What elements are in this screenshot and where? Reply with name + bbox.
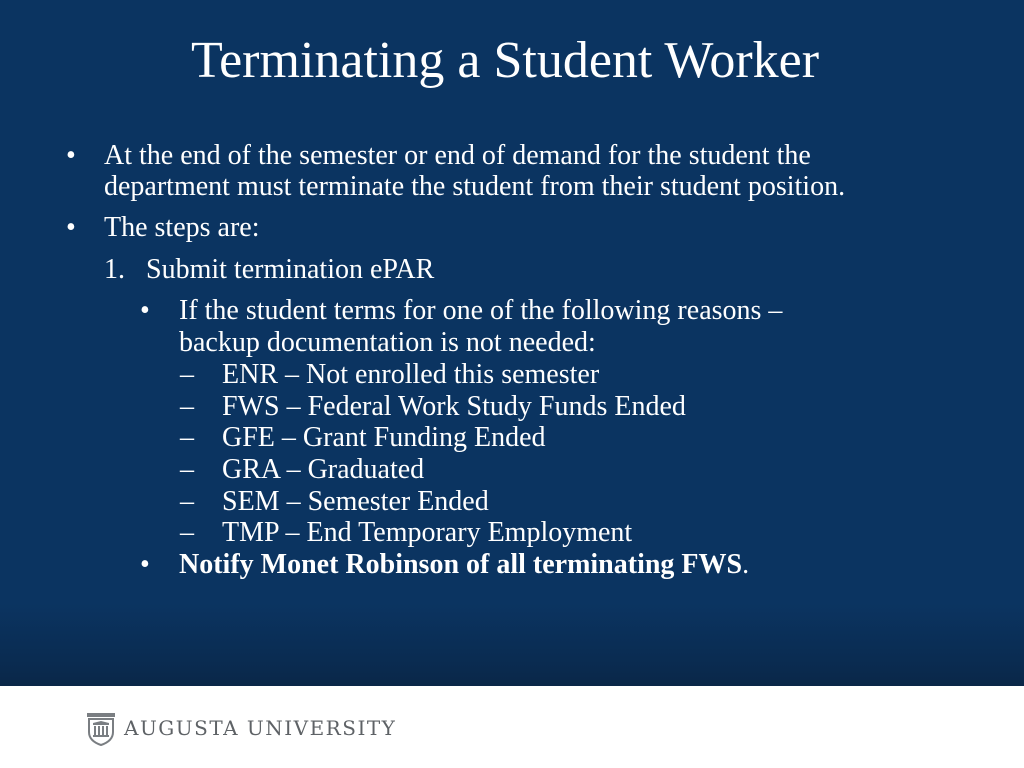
augusta-university-shield-icon (86, 712, 116, 746)
augusta-university-logo-text: AUGUSTA UNIVERSITY (124, 716, 397, 740)
bullet-2-text: The steps are: (104, 212, 260, 243)
dash-marker: – (180, 422, 194, 453)
dash-marker: – (180, 391, 194, 422)
dash-marker: – (180, 454, 194, 485)
dash-marker: – (180, 359, 194, 390)
step-number: 1. (104, 254, 125, 285)
reason-item: ENR – Not enrolled this semester (222, 359, 600, 390)
notify-bold-text: Notify Monet Robinson of all terminating FWS (179, 549, 743, 580)
reason-item: TMP – End Temporary Employment (222, 517, 633, 548)
dash-marker: – (180, 486, 194, 517)
reason-item: SEM – Semester Ended (222, 486, 489, 517)
step-text: Submit termination ePAR (146, 254, 435, 285)
notify-line (179, 549, 749, 581)
sub-bullet-marker: • (140, 295, 150, 326)
reason-item: FWS – Federal Work Study Funds Ended (222, 391, 686, 422)
reason-item: GFE – Grant Funding Ended (222, 422, 546, 453)
bullet-1-line-1: At the end of the semester or end of demand for the student the (104, 140, 811, 171)
reason-item: GRA – Graduated (222, 454, 425, 485)
sub-bullet-line-2: backup documentation is not needed: (179, 327, 596, 358)
sub-bullet-line-1: If the student terms for one of the following reasons – (179, 295, 783, 326)
bullet-marker: • (66, 140, 76, 171)
notify-tail: . (742, 549, 750, 580)
sub-bullet-marker: • (140, 549, 150, 580)
bullet-marker: • (66, 212, 76, 243)
slide-title: Terminating a Student Worker (190, 32, 820, 89)
bullet-1-line-2: department must terminate the student from their student position. (104, 171, 846, 202)
dash-marker: – (180, 517, 194, 548)
